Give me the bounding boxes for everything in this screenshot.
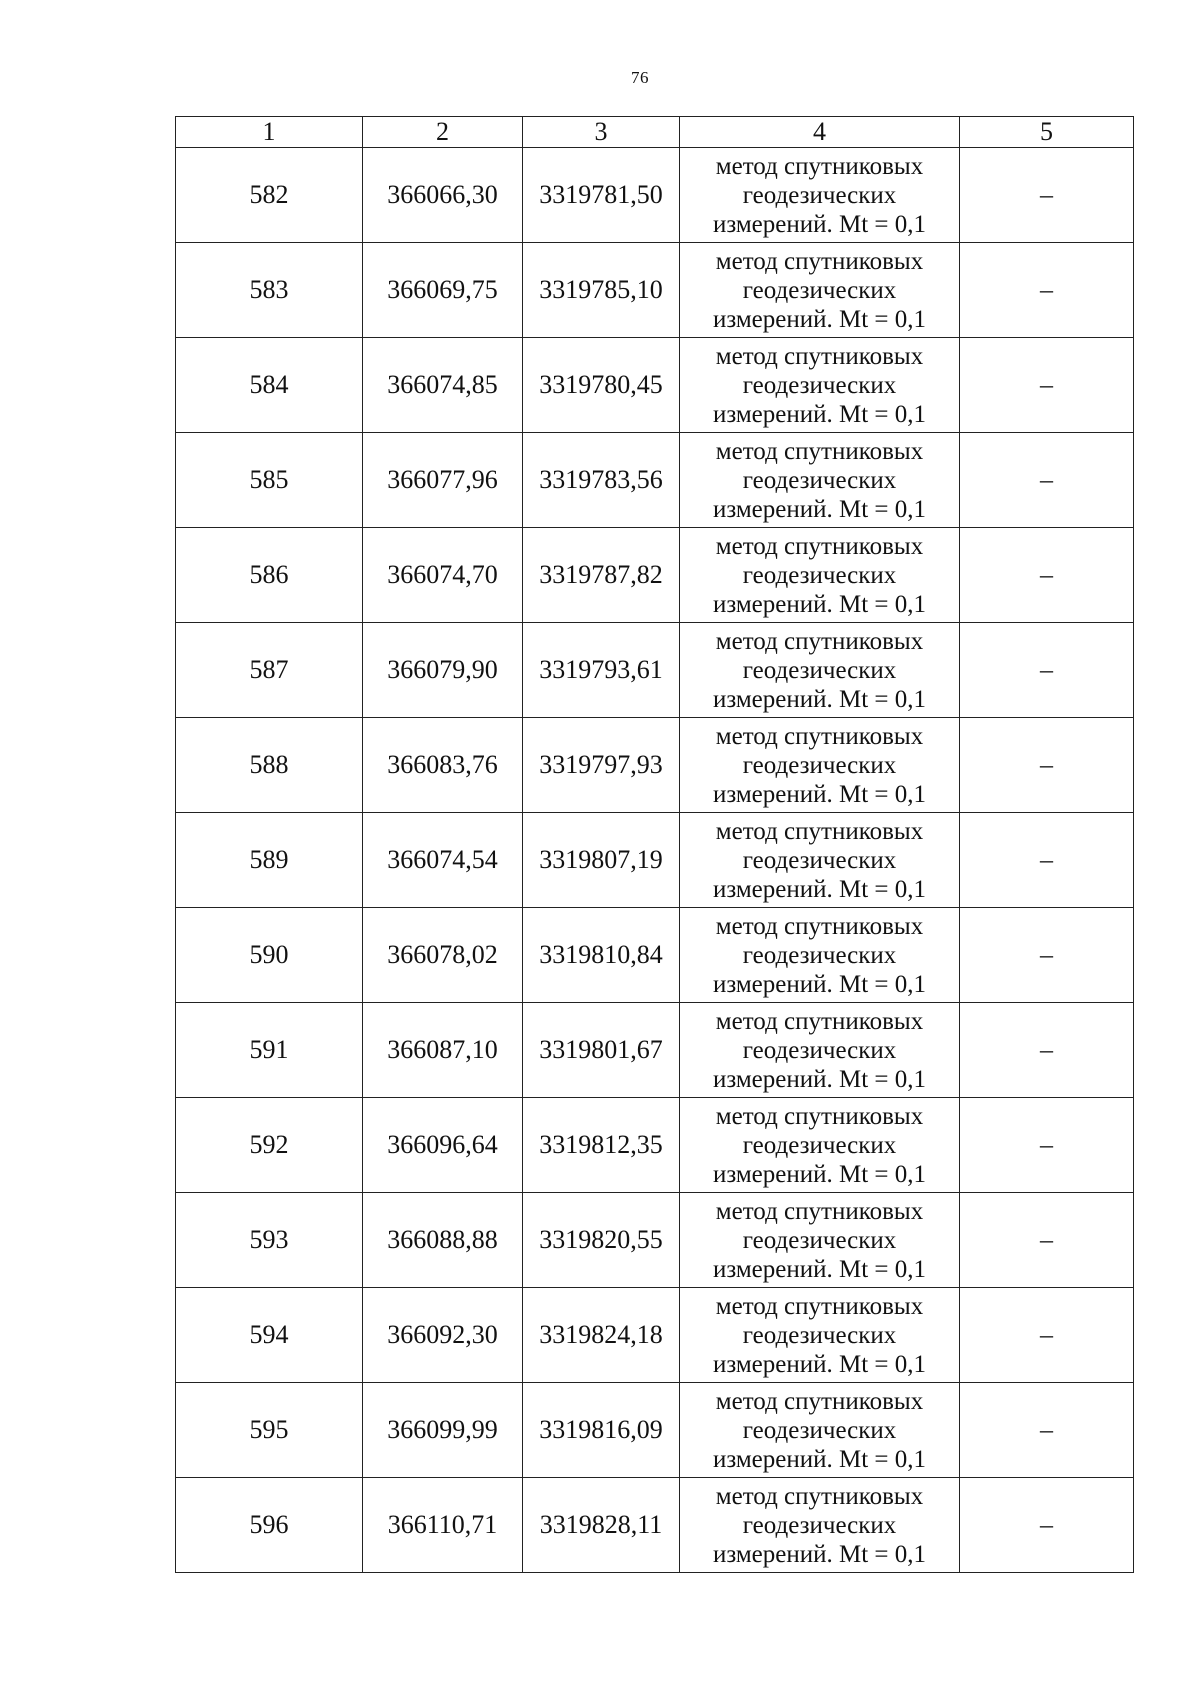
- method-line: геодезических: [742, 1226, 897, 1254]
- point-number-cell: 596: [176, 1478, 363, 1573]
- point-number-cell: 591: [176, 1003, 363, 1098]
- table-row: [176, 1383, 1134, 1478]
- table-row: [176, 813, 1134, 908]
- coordinate-y-cell: 3319807,19: [523, 813, 680, 908]
- method-line: метод спутниковых: [715, 1102, 924, 1130]
- note-cell: –: [960, 243, 1134, 338]
- note-cell: –: [960, 1288, 1134, 1383]
- method-line: геодезических: [742, 656, 897, 684]
- method-line: геодезических: [742, 1036, 897, 1064]
- method-line: измерений. Mt = 0,1: [712, 970, 927, 998]
- method-line: геодезических: [742, 1131, 897, 1159]
- method-line: метод спутниковых: [715, 1292, 924, 1320]
- method-line: метод спутниковых: [715, 1387, 924, 1415]
- header-col-5: 5: [960, 117, 1134, 148]
- method-line: геодезических: [742, 941, 897, 969]
- coordinate-y-cell: 3319787,82: [523, 528, 680, 623]
- point-number-cell: 585: [176, 433, 363, 528]
- coordinate-y-cell: 3319793,61: [523, 623, 680, 718]
- note-cell: –: [960, 338, 1134, 433]
- method-cell: [680, 718, 960, 813]
- header-col-4: 4: [680, 117, 960, 148]
- note-cell: –: [960, 1003, 1134, 1098]
- table-row: [176, 908, 1134, 1003]
- coordinate-x-cell: 366083,76: [363, 718, 523, 813]
- method-line: метод спутниковых: [715, 817, 924, 845]
- method-cell: [680, 1478, 960, 1573]
- method-cell: [680, 338, 960, 433]
- method-line: геодезических: [742, 1511, 897, 1539]
- point-number-cell: 595: [176, 1383, 363, 1478]
- coordinate-x-cell: 366066,30: [363, 148, 523, 243]
- method-line: измерений. Mt = 0,1: [712, 1065, 927, 1093]
- note-cell: –: [960, 1098, 1134, 1193]
- coordinate-x-cell: 366096,64: [363, 1098, 523, 1193]
- method-line: измерений. Mt = 0,1: [712, 1540, 927, 1568]
- coordinate-y-cell: 3319785,10: [523, 243, 680, 338]
- note-cell: –: [960, 813, 1134, 908]
- header-col-1: 1: [176, 117, 363, 148]
- coordinate-y-cell: 3319783,56: [523, 433, 680, 528]
- header-row: [176, 117, 1134, 148]
- table-row: [176, 148, 1134, 243]
- method-line: геодезических: [742, 1416, 897, 1444]
- table-row: [176, 1193, 1134, 1288]
- method-line: метод спутниковых: [715, 722, 924, 750]
- method-line: измерений. Mt = 0,1: [712, 1160, 927, 1188]
- method-line: измерений. Mt = 0,1: [712, 1350, 927, 1378]
- coordinate-y-cell: 3319812,35: [523, 1098, 680, 1193]
- table-row: [176, 243, 1134, 338]
- note-cell: –: [960, 1478, 1134, 1573]
- method-cell: [680, 1193, 960, 1288]
- point-number-cell: 586: [176, 528, 363, 623]
- method-line: измерений. Mt = 0,1: [712, 1445, 927, 1473]
- table-row: [176, 433, 1134, 528]
- method-line: геодезических: [742, 751, 897, 779]
- method-line: метод спутниковых: [715, 437, 924, 465]
- method-cell: [680, 1288, 960, 1383]
- note-cell: –: [960, 908, 1134, 1003]
- coordinates-table: [175, 116, 1134, 1573]
- method-cell: [680, 1003, 960, 1098]
- coordinate-y-cell: 3319781,50: [523, 148, 680, 243]
- table-row: [176, 1003, 1134, 1098]
- point-number-cell: 590: [176, 908, 363, 1003]
- coordinate-x-cell: 366092,30: [363, 1288, 523, 1383]
- point-number-cell: 592: [176, 1098, 363, 1193]
- note-cell: –: [960, 1383, 1134, 1478]
- method-line: метод спутниковых: [715, 247, 924, 275]
- method-cell: [680, 433, 960, 528]
- method-cell: [680, 528, 960, 623]
- coordinate-y-cell: 3319828,11: [523, 1478, 680, 1573]
- note-cell: –: [960, 623, 1134, 718]
- table-row: [176, 338, 1134, 433]
- coordinate-x-cell: 366074,70: [363, 528, 523, 623]
- method-line: метод спутниковых: [715, 912, 924, 940]
- note-cell: –: [960, 148, 1134, 243]
- coordinate-x-cell: 366074,85: [363, 338, 523, 433]
- table-row: [176, 1288, 1134, 1383]
- coordinate-x-cell: 366110,71: [363, 1478, 523, 1573]
- method-cell: [680, 813, 960, 908]
- method-line: геодезических: [742, 276, 897, 304]
- method-line: метод спутниковых: [715, 1482, 924, 1510]
- method-line: метод спутниковых: [715, 1197, 924, 1225]
- note-cell: –: [960, 718, 1134, 813]
- coordinate-y-cell: 3319810,84: [523, 908, 680, 1003]
- method-line: метод спутниковых: [715, 627, 924, 655]
- method-cell: [680, 908, 960, 1003]
- coordinate-x-cell: 366087,10: [363, 1003, 523, 1098]
- table-row: [176, 718, 1134, 813]
- point-number-cell: 583: [176, 243, 363, 338]
- page-number: 76: [631, 68, 649, 87]
- method-line: измерений. Mt = 0,1: [712, 495, 927, 523]
- method-line: геодезических: [742, 1321, 897, 1349]
- method-line: геодезических: [742, 561, 897, 589]
- point-number-cell: 587: [176, 623, 363, 718]
- table-row: [176, 528, 1134, 623]
- method-line: метод спутниковых: [715, 1007, 924, 1035]
- coordinate-y-cell: 3319801,67: [523, 1003, 680, 1098]
- method-line: измерений. Mt = 0,1: [712, 400, 927, 428]
- header-col-3: 3: [523, 117, 680, 148]
- method-cell: [680, 148, 960, 243]
- point-number-cell: 593: [176, 1193, 363, 1288]
- coordinate-x-cell: 366099,99: [363, 1383, 523, 1478]
- method-line: геодезических: [742, 181, 897, 209]
- point-number-cell: 589: [176, 813, 363, 908]
- note-cell: –: [960, 1193, 1134, 1288]
- note-cell: –: [960, 528, 1134, 623]
- method-line: геодезических: [742, 846, 897, 874]
- point-number-cell: 588: [176, 718, 363, 813]
- method-line: метод спутниковых: [715, 532, 924, 560]
- coordinate-y-cell: 3319797,93: [523, 718, 680, 813]
- method-line: измерений. Mt = 0,1: [712, 780, 927, 808]
- method-cell: [680, 243, 960, 338]
- method-line: геодезических: [742, 371, 897, 399]
- coordinate-y-cell: 3319816,09: [523, 1383, 680, 1478]
- method-cell: [680, 623, 960, 718]
- method-line: измерений. Mt = 0,1: [712, 305, 927, 333]
- coordinates-table-container: [175, 116, 1133, 1573]
- header-col-2: 2: [363, 117, 523, 148]
- point-number-cell: 582: [176, 148, 363, 243]
- method-line: метод спутниковых: [715, 152, 924, 180]
- method-cell: [680, 1383, 960, 1478]
- method-line: измерений. Mt = 0,1: [712, 1255, 927, 1283]
- table-row: [176, 1098, 1134, 1193]
- note-cell: –: [960, 433, 1134, 528]
- table-row: [176, 623, 1134, 718]
- method-line: метод спутниковых: [715, 342, 924, 370]
- coordinate-y-cell: 3319780,45: [523, 338, 680, 433]
- table-body: [176, 148, 1134, 1573]
- method-line: геодезических: [742, 466, 897, 494]
- coordinate-x-cell: 366074,54: [363, 813, 523, 908]
- coordinate-y-cell: 3319820,55: [523, 1193, 680, 1288]
- method-line: измерений. Mt = 0,1: [712, 590, 927, 618]
- coordinate-x-cell: 366077,96: [363, 433, 523, 528]
- coordinate-y-cell: 3319824,18: [523, 1288, 680, 1383]
- method-line: измерений. Mt = 0,1: [712, 210, 927, 238]
- table-row: [176, 1478, 1134, 1573]
- point-number-cell: 584: [176, 338, 363, 433]
- coordinate-x-cell: 366069,75: [363, 243, 523, 338]
- method-cell: [680, 1098, 960, 1193]
- method-line: измерений. Mt = 0,1: [712, 685, 927, 713]
- coordinate-x-cell: 366088,88: [363, 1193, 523, 1288]
- method-line: измерений. Mt = 0,1: [712, 875, 927, 903]
- coordinate-x-cell: 366078,02: [363, 908, 523, 1003]
- coordinate-x-cell: 366079,90: [363, 623, 523, 718]
- point-number-cell: 594: [176, 1288, 363, 1383]
